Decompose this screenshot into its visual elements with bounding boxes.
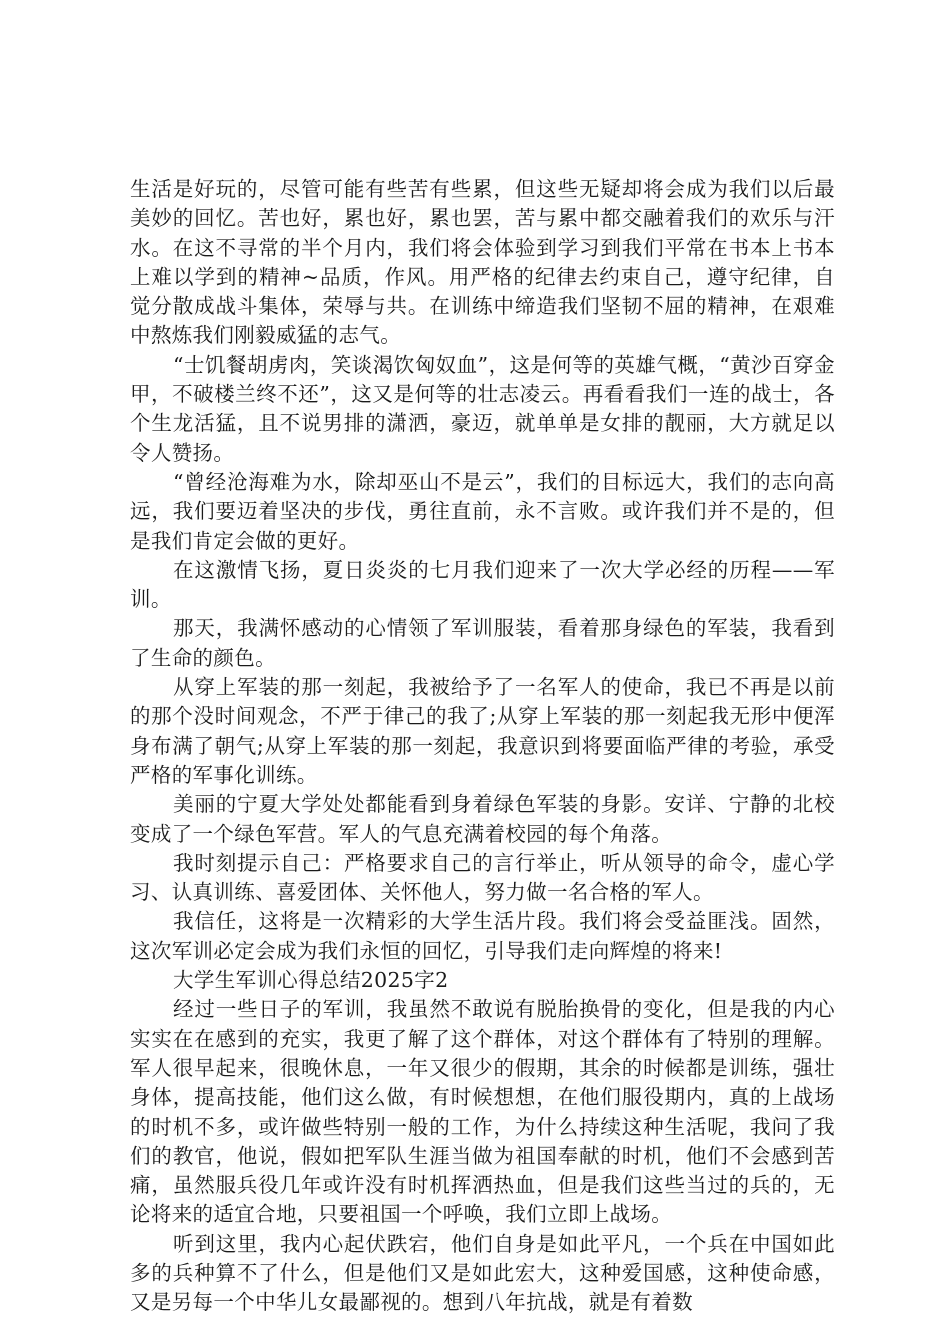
paragraph-7: 美丽的宁夏大学处处都能看到身着绿色军装的身影。安详、宁静的北校变成了一个绿色军营。军人的气息充满着校园的每个角落。 (130, 792, 835, 846)
paragraph-6: 从穿上军装的那一刻起，我被给予了一名军人的使命，我已不再是以前的那个没时间观念，不严于律己的我了;从穿上军装的那一刻起我无形中便浑身布满了朝气;从穿上军装的那一刻起，我意识到将要面临严律的考验，承受严格的军事化训练。 (130, 675, 835, 787)
paragraph-4: 在这激情飞扬，夏日炎炎的七月我们迎来了一次大学必经的历程——军训。 (130, 557, 835, 612)
paragraph-1: 生活是好玩的，尽管可能有些苦有些累，但这些无疑却将会成为我们以后最美妙的回忆。苦也好，累也好，累也罢，苦与累中都交融着我们的欢乐与汗水。在这不寻常的半个月内，我们将会体验到学习到我们平常在书本上书本上难以学到的精神~品质，作风。用严格的纪律去约束自己，遵守纪律，自觉分散成战斗集体，荣辱与共。在训练中缔造我们坚韧不屈的精神，在艰难中熬炼我们刚毅威猛的志气。 (130, 177, 835, 348)
paragraph-2: “士饥餐胡虏肉，笑谈渴饮匈奴血”，这是何等的英雄气概，“黄沙百穿金甲，不破楼兰终不还”，这又是何等的壮志凌云。再看看我们一连的战士，各个生龙活猛，且不说男排的潇洒，豪迈，就单单是女排的靓丽，大方就足以令人赞扬。 (130, 352, 835, 465)
paragraph-11: 听到这里，我内心起伏跌宕，他们自身是如此平凡，一个兵在中国如此多的兵种算不了什么，但是他们又是如此宏大，这种爱国感，这种使命感，又是另每一个中华儿女最鄙视的。想到八年抗战，就是有着数 (130, 1231, 835, 1315)
paragraph-8: 我时刻提示自己：严格要求自己的言行举止，听从领导的命令，虚心学习、认真训练、喜爱团体、关怀他人，努力做一名合格的军人。 (130, 850, 835, 905)
paragraph-5: 那天，我满怀感动的心情领了军训服装，看着那身绿色的军装，我看到了生命的颜色。 (130, 616, 835, 670)
paragraph-10: 经过一些日子的军训，我虽然不敢说有脱胎换骨的变化，但是我的内心实实在在感到的充实，我更了解了这个群体，对这个群体有了特别的理解。军人很早起来，很晚休息，一年又很少的假期，其余的时候都是训练，强壮身体，提高技能，他们这么做，有时候想想，在他们服役期内，真的上战场的时机不多，或许做些特别一般的工作，为什么持续这种生活呢，我问了我们的教官，他说，假如把军队生涯当做为祖国奉献的时机，他们不会感到苦痛，虽然服兵役几年或许没有时机挥洒热血，但是我们这些当过的兵的，无论将来的适宜合地，只要祖国一个呼唤，我们立即上战场。 (130, 997, 835, 1227)
section-heading: 大学生军训心得总结2025字2 (173, 968, 449, 993)
paragraph-3: “曾经沧海难为水，除却巫山不是云”，我们的目标远大，我们的志向高远，我们要迈着坚决的步伐，勇往直前，永不言败。或许我们并不是的，但是我们肯定会做的更好。 (130, 469, 835, 553)
paragraph-9: 我信任，这将是一次精彩的大学生活片段。我们将会受益匪浅。固然，这次军训必定会成为我们永恒的回忆，引导我们走向辉煌的将来! (130, 909, 835, 963)
document-body (130, 175, 835, 1318)
